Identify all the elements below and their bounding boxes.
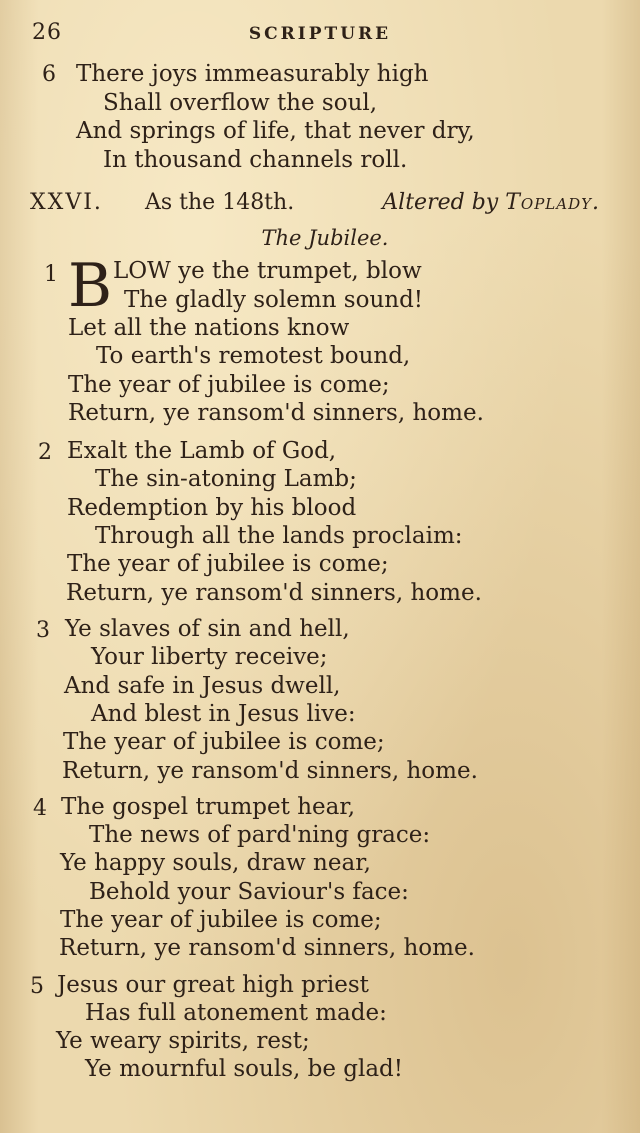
page-header [30,20,600,52]
verse-line: In thousand channels roll. [103,147,408,173]
stanza-number: 4 [33,796,47,821]
page-number: 26 [32,20,62,45]
stanza-number: 6 [42,62,56,87]
hymn-author: Toplady. [505,190,600,215]
verse-line: The sin-atoning Lamb; [95,466,357,492]
verse-line: Jesus our great high priest [57,972,369,998]
verse-line: Through all the lands proclaim: [95,523,463,549]
running-head: SCRIPTURE [248,24,392,44]
verse-line: Ye slaves of sin and hell, [65,616,350,642]
verse-line: The gospel trumpet hear, [61,794,356,820]
verse-line: Return, ye ransom'd sinners, home. [62,758,478,784]
verse-line: And safe in Jesus dwell, [64,673,341,699]
verse-line: The year of jubilee is come; [67,551,389,577]
stanza-number: 3 [36,618,50,643]
verse-line: Ye mournful souls, be glad! [85,1056,404,1082]
verse-line: The year of jubilee is come; [63,729,385,755]
verse-line: Ye weary spirits, rest; [56,1028,310,1054]
hymn-meter: As the 148th. [145,190,295,215]
verse-line: Ye happy souls, draw near, [60,850,371,876]
hymn-attribution [382,190,600,215]
verse-line: The year of jubilee is come; [60,907,382,933]
stanza-number: 5 [30,974,44,999]
verse-line: And springs of life, that never dry, [76,118,475,144]
verse-line: Your liberty receive; [91,644,328,670]
verse-line: The year of jubilee is come; [68,372,390,398]
verse-line: Shall overflow the soul, [103,90,378,116]
hymn-number: XXVI. [30,190,103,215]
stanza-number: 1 [44,262,58,287]
verse-line: Let all the nations know [68,315,350,341]
drop-cap: B [68,251,113,321]
verse-line: Has full atonement made: [85,1000,387,1026]
verse-line: Return, ye ransom'd sinners, home. [66,580,482,606]
verse-line: Behold your Saviour's face: [89,879,409,905]
attribution-prefix: Altered by [382,190,499,215]
verse-line: To earth's remotest bound, [96,343,411,369]
verse-line: Return, ye ransom'd sinners, home. [68,400,484,426]
stanza-number: 2 [38,440,52,465]
verse-line: Exalt the Lamb of God, [67,438,337,464]
verse-line: Return, ye ransom'd sinners, home. [59,935,475,961]
hymn-title: The Jubilee. [261,226,389,250]
verse-line: There joys immeasurably high [76,61,429,87]
verse-line: LOW ye the trumpet, blow [113,258,422,284]
verse-line: The news of pard'ning grace: [89,822,431,848]
verse-line: The gladly solemn sound! [124,287,424,313]
verse-line: Redemption by his blood [67,495,357,521]
verse-line: And blest in Jesus live: [91,701,356,727]
hymn-heading [30,190,600,224]
